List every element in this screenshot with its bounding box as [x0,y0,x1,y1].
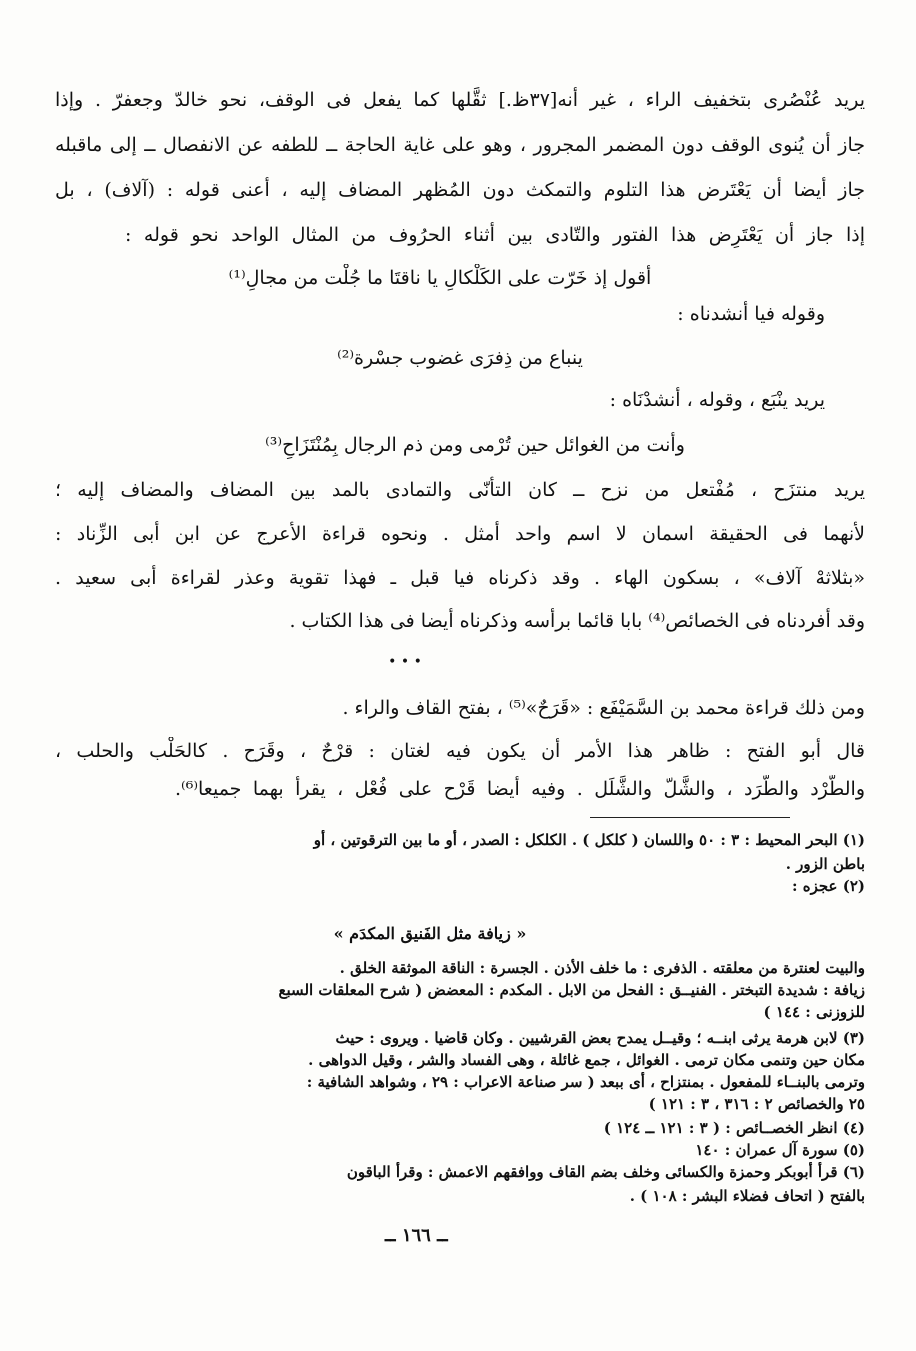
footnote-line: للزوزنى : ١٤٤ ) [763,1003,865,1021]
section-separator: • • • [388,654,422,670]
footnote-line: والبيت لعنترة من معلقته . الذفرى : ما خلف الأذن . الجسرة : الناقة الموثقة الخلق . [339,959,865,977]
footnote-line: بالفتح ( اتحاف فضلاء البشر : ١٠٨ ) . [629,1187,865,1205]
footnote-line: (٥) سورة آل عمران : ١٤٠ [695,1141,865,1159]
page-number: ــ ١٦٦ ــ [385,1225,448,1246]
body-line: جاز أيضا أن يَعْتَرض هذا التلوم والتمكث دون المُظهر المضاف إليه ، أعنى قوله : (آلاف) ، بل [55,179,865,201]
footnote-line: (٣) لابن هرمة يرثى ابنــه ؛ وقيــل يمدح بعض القرشيين . وكان قاضيا . ويروى : حيث [335,1029,865,1047]
body-line: قال أبو الفتح : ظاهر هذا الأمر أن يكون فيه لغتان : قرْحٌ ، وقَرَح . كالحَلْب والحلب ، [55,740,865,762]
verse-line: أقول إذ خَرّت على الكَلْكالِ يا ناقتَا ما جُلْت من مجالِ⁽¹⁾ [228,267,652,289]
body-line: ومن ذلك قراءة محمد بن السَّمَيْفَع : «قَرَحٌ»⁽⁵⁾ ، بفتح القاف والراء . [342,697,865,719]
footnote-line: مكان حين وتنمى مكان ترمى . الغوائل ، جمع غائلة ، وهى الفساد والشر ، وقيل الدواهى . [308,1051,865,1069]
footnote-separator [590,817,790,818]
body-line: يريد منتزَح ، مُفْتعل من نزح ــ كان التأنّى والتمادى بالمد بين المضاف والمضاف إليه ؛ [55,479,865,501]
verse-line: وأنت من الغوائل حين تُرْمى ومن ذم الرجال بِمُنْتَزَاحِ⁽³⁾ [265,434,685,456]
footnote-line: ٢٥ والخصائص ٢ : ٣١٦ ، ٣ : ١٢١ ) [648,1095,865,1113]
verse-intro: يريد ينْبَع ، وقوله ، أنشدْنَاه : [609,389,825,411]
footnote-line: (٢) عجزه : [791,877,865,895]
footnote-line: (٦) قرأ أبوبكر وحمزة والكسائى وخلف بضم القاف ووافقهم الاعمش : وقرأ الباقون [346,1163,865,1181]
body-line: «بثلاثهْ آلاف» ، بسكون الهاء . وقد ذكرناه فيا قبل ـ فهذا تقوية وعذر لقراءة أبى سعيد . [55,567,865,589]
body-line: والطَّرْد والطَّرَد ، والشَّلّ والشَّلَل . وفيه أيضا قَرْح على فُعْل ، يقرأ بهما جميعا⁽⁶⁾. [175,778,865,800]
body-line: لأنهما فى الحقيقة اسمان لا اسم واحد أمثل . ونحوه قراءة الأعرج عن ابن أبى الزِّناد : [55,523,865,545]
body-line: إذا جاز أن يَعْتَرِض هذا الفتور والتّادى بين أثناء الحرُوف من المثال الواحد نحو قوله : [125,224,865,246]
verse-line: ينباع من ذِفرَى غضوب جسْرة⁽²⁾ [337,347,583,369]
body-line: وقد أفردناه فى الخصائص⁽⁴⁾ بابا قائما برأسه وذكرناه أيضا فى هذا الكتاب . [289,610,865,632]
body-line: يريد عُنْصُرى بتخفيف الراء ، غير أنه[٣٧ظ.] ثقَّلها كما يفعل فى الوقف، نحو خالدّ وجعفرّ . وإذا [55,89,865,111]
footnote-line: (١) البحر المحيط : ٣ : ٥٠ واللسان ( كلكل ) . الكلكل : الصدر ، أو ما بين الترقوتين ، أو [313,831,865,849]
footnote-line: زيافة : شديدة التبختر . الفنيــق : الفحل من الابل . المكدم : المعضض ( شرح المعلقات السبع [278,981,865,999]
footnote-line: « زيافة مثل الفَنيق المكدَم » [333,924,527,943]
body-line: جاز أن يُنوى الوقف دون المضمر المجرور ، وهو على غاية الحاجة ــ للطفه عن الانفصال ــ إلى ماقبله [55,134,865,156]
footnote-line: باطن الزور . [785,855,865,873]
verse-intro: وقوله فيا أنشدناه : [677,303,825,325]
footnote-line: (٤) انظر الخصــائص : ( ٣ : ١٢١ ــ ١٢٤ ) [603,1119,865,1137]
footnote-line: وترمى بالبنــاء للمفعول . بمنتزاح ، أى ببعد ( سر صناعة الاعراب : ٢٩ ، وشواهد الشافية : [306,1073,865,1091]
